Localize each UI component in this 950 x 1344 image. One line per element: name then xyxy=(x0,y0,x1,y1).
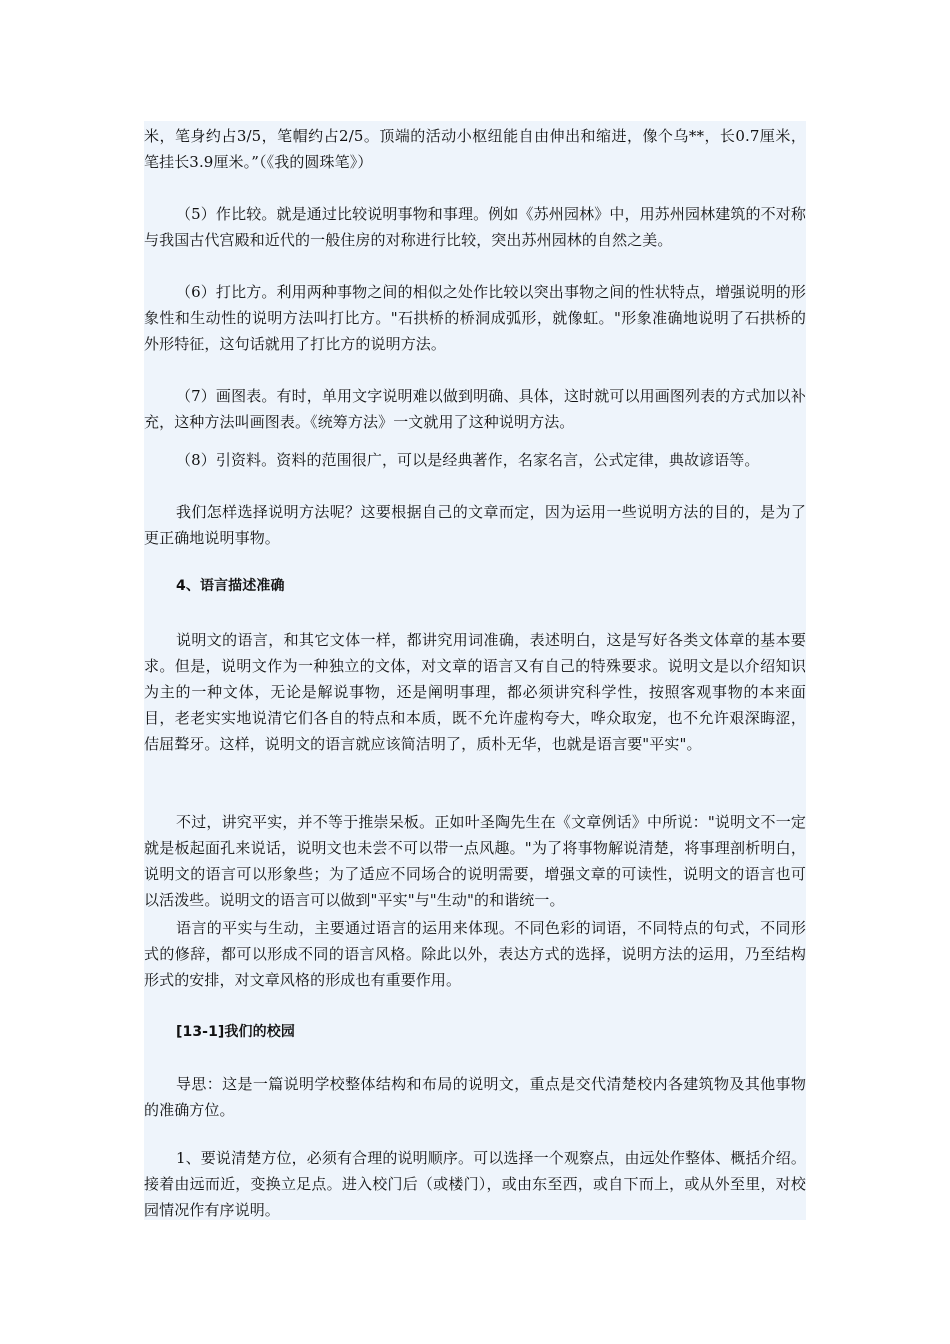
paragraph-comparison: （5）作比较。就是通过比较说明事物和事理。例如《苏州园林》中，用苏州园林建筑的不对称与我国古代宫殿和近代的一般住房的对称进行比较，突出苏州园林的自然之美。 xyxy=(144,205,806,249)
paragraph-charts: （7）画图表。有时，单用文字说明难以做到明确、具体，这时就可以用画图列表的方式加以补充，这种方法叫画图表。《统筹方法》一文就用了这种说明方法。 xyxy=(144,387,806,431)
section-heading-campus: [13-1]我们的校园 xyxy=(176,1024,295,1040)
paragraph-pen-dimensions: 米，笔身约占3/5，笔帽约占2/5。顶端的活动小枢纽能自由伸出和缩进，像个乌**，长0.7厘米，笔挂长3.9厘米。”（《我的圆珠笔》） xyxy=(144,127,806,171)
paragraph-plain-vs-lively: 不过，讲究平实，并不等于推崇呆板。正如叶圣陶先生在《文章例话》中所说："说明文不一定就是板起面孔来说话，说明文也未尝不可以带一点风趣。"为了将事物解说清楚，将事理剖析明白，说明文的语言可以形象些；为了适应不同场合的说明需要，增强文章的可读性，说明文的语言也可以活泼些。说明文的语言可以做到"平实"与"生动"的和谐统一。 xyxy=(144,813,806,909)
paragraph-language-requirements: 说明文的语言，和其它文体一样，都讲究用词准确，表述明白，这是写好各类文体章的基本要求。但是，说明文作为一种独立的文体，对文章的语言又有自己的特殊要求。说明文是以介绍知识为主的一种文体，无论是解说事物，还是阐明事理，都必须讲究科学性，按照客观事物的本来面目，老老实实地说清它们各自的特点和本质，既不允许虚构夸大，哗众取宠，也不允许艰深晦涩，佶屈聱牙。这样，说明文的语言就应该简洁明了，质朴无华，也就是语言要"平实"。 xyxy=(144,631,806,753)
paragraph-analogy: （6）打比方。利用两种事物之间的相似之处作比较以突出事物之间的性状特点，增强说明的形象性和生动性的说明方法叫打比方。"石拱桥的桥洞成弧形，就像虹。"形象准确地说明了石拱桥的外形特征，这句话就用了打比方的说明方法。 xyxy=(144,283,806,353)
paragraph-citations: （8）引资料。资料的范围很广，可以是经典著作，名家名言，公式定律，典故谚语等。 xyxy=(176,451,760,469)
section-heading-language: 4、语言描述准确 xyxy=(176,578,285,594)
document-body xyxy=(144,121,806,1220)
paragraph-language-style: 语言的平实与生动，主要通过语言的运用来体现。不同色彩的词语，不同特点的句式，不同形式的修辞，都可以形成不同的语言风格。除此以外，表达方式的选择，说明方法的运用，乃至结构形式的安排，对文章风格的形成也有重要作用。 xyxy=(144,919,806,989)
paragraph-choosing-methods: 我们怎样选择说明方法呢？这要根据自己的文章而定，因为运用一些说明方法的目的，是为了更正确地说明事物。 xyxy=(144,503,806,547)
paragraph-guide: 导思：这是一篇说明学校整体结构和布局的说明文，重点是交代清楚校内各建筑物及其他事物的准确方位。 xyxy=(144,1075,806,1119)
paragraph-orientation-order: 1、要说清楚方位，必须有合理的说明顺序。可以选择一个观察点，由远处作整体、概括介绍。接着由远而近，变换立足点。进入校门后（或楼门），或由东至西，或自下而上，或从外至里，对校园情况作有序说明。 xyxy=(144,1149,806,1219)
